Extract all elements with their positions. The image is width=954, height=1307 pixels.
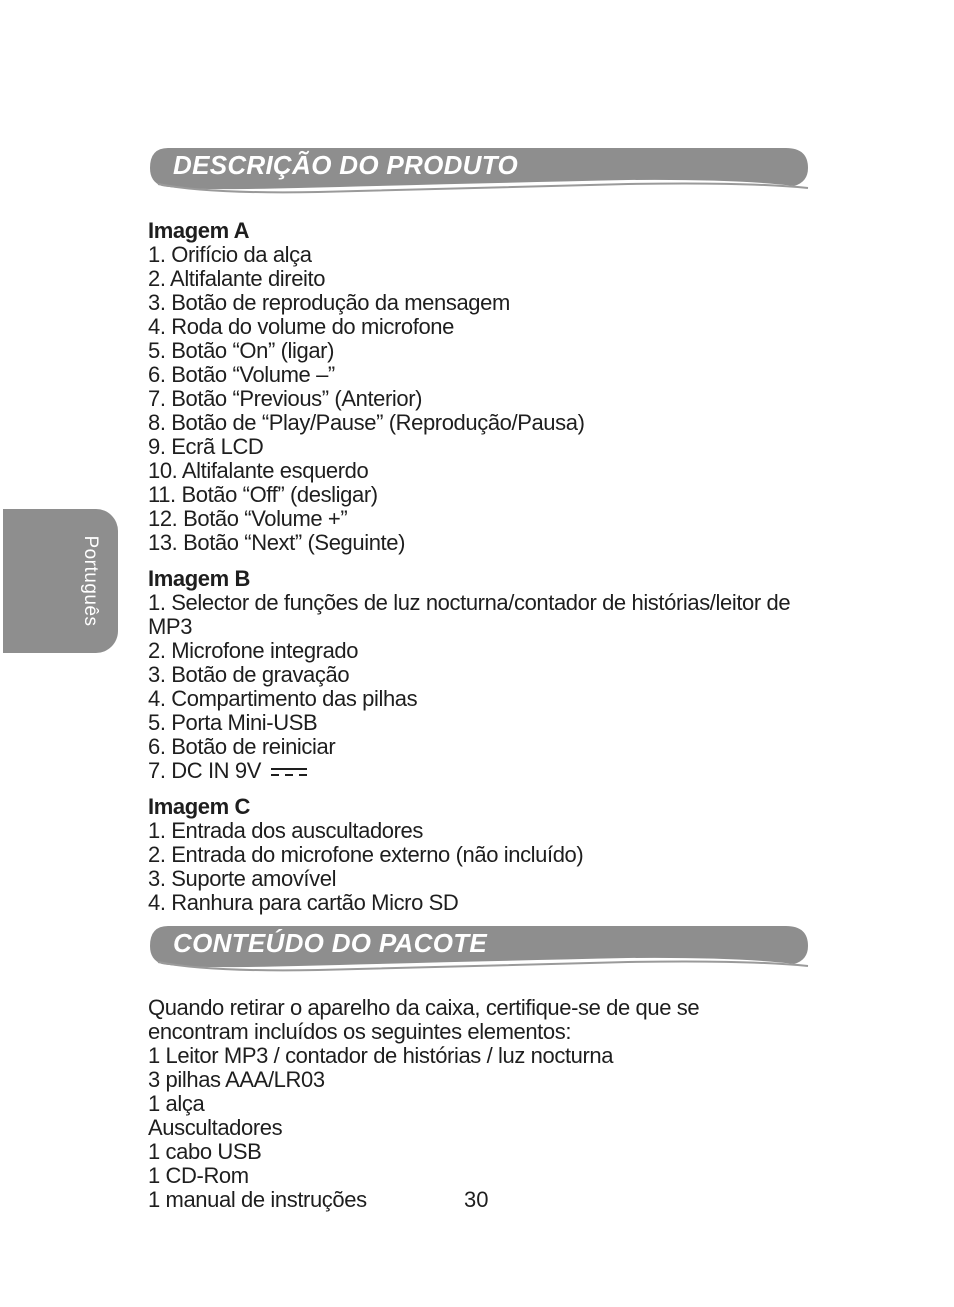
dc-in-label: 7. DC IN 9V (148, 758, 261, 783)
list-item: 1 CD-Rom (148, 1163, 249, 1188)
list-item: 3. Botão de gravação (148, 662, 350, 687)
list-item: 2. Altifalante direito (148, 266, 326, 291)
list-item: 4. Compartimento das pilhas (148, 686, 418, 711)
list-item: 1 cabo USB (148, 1139, 262, 1164)
list-item: 1. Orifício da alça (148, 242, 312, 267)
package-intro: Quando retirar o aparelho da caixa, certifique-se de que se encontram incluídos os seguintes elementos: (148, 995, 700, 1044)
section-title: DESCRIÇÃO DO PRODUTO (173, 150, 518, 180)
list-item: 6. Botão “Volume –” (148, 362, 335, 387)
list-item: Auscultadores (148, 1115, 283, 1140)
imagem-b-list (148, 567, 808, 783)
list-item: 5. Porta Mini-USB (148, 710, 318, 735)
section-banner-descricao (148, 146, 810, 196)
page-number: 30 (464, 1187, 489, 1212)
imagem-c-list (148, 795, 808, 915)
list-item: 3. Suporte amovível (148, 866, 337, 891)
dc-symbol-icon (271, 765, 307, 779)
list-item: 5. Botão “On” (ligar) (148, 338, 335, 363)
section-banner-conteudo (148, 924, 810, 974)
list-item: 13. Botão “Next” (Seguinte) (148, 530, 406, 555)
language-tab-label: Português (80, 535, 101, 627)
section-title: CONTEÚDO DO PACOTE (173, 928, 488, 958)
list-item: 11. Botão “Off” (desligar) (148, 482, 378, 507)
imagem-c-heading: Imagem C (148, 794, 250, 819)
list-item: 2. Microfone integrado (148, 638, 359, 663)
list-item: 7. Botão “Previous” (Anterior) (148, 386, 423, 411)
list-item: 3. Botão de reprodução da mensagem (148, 290, 510, 315)
package-contents (148, 996, 748, 1212)
list-item: 1 Leitor MP3 / contador de histórias / luz nocturna (148, 1043, 614, 1068)
list-item: 2. Entrada do microfone externo (não incluído) (148, 842, 584, 867)
list-item: 6. Botão de reiniciar (148, 734, 336, 759)
list-item-dc-in (148, 759, 808, 783)
list-item: 4. Ranhura para cartão Micro SD (148, 890, 459, 915)
list-item: 12. Botão “Volume +” (148, 506, 348, 531)
imagem-a-list (148, 219, 808, 555)
imagem-b-heading: Imagem B (148, 566, 250, 591)
list-item: 9. Ecrã LCD (148, 434, 264, 459)
list-item: 8. Botão de “Play/Pause” (Reprodução/Pausa) (148, 410, 585, 435)
imagem-a-heading: Imagem A (148, 218, 250, 243)
list-item: 4. Roda do volume do microfone (148, 314, 454, 339)
list-item: 3 pilhas AAA/LR03 (148, 1067, 325, 1092)
list-item: 1. Entrada dos auscultadores (148, 818, 423, 843)
list-item: 1 manual de instruções (148, 1187, 367, 1212)
list-item: 1. Selector de funções de luz nocturna/contador de histórias/leitor de MP3 (148, 590, 791, 639)
list-item: 1 alça (148, 1091, 205, 1116)
list-item: 10. Altifalante esquerdo (148, 458, 369, 483)
